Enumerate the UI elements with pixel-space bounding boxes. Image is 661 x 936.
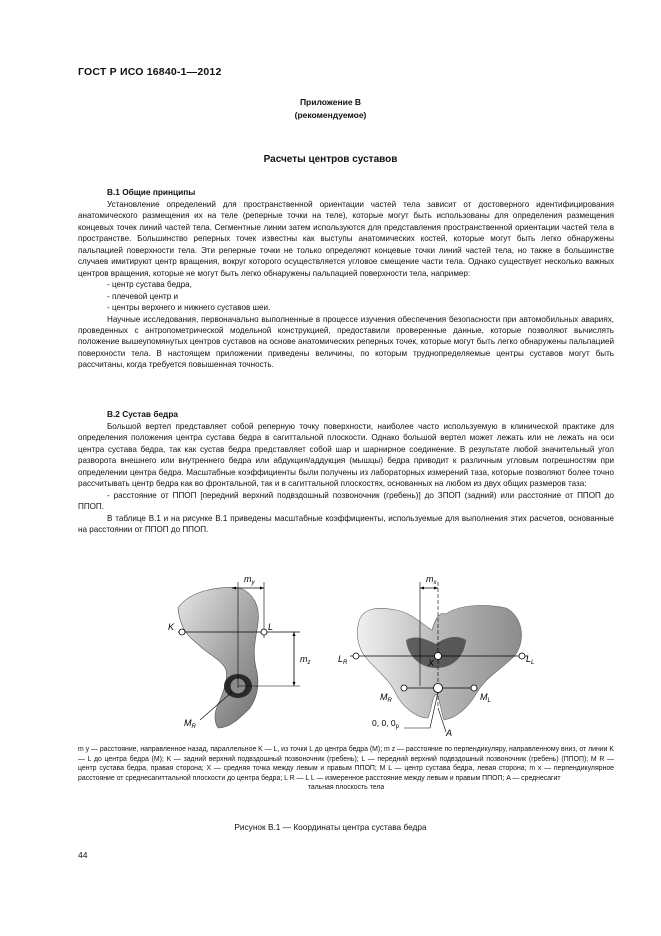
legend-text: m y — расстояние, направленное назад, параллельное K — L, из точки L до центра бедра (M); m z — расстояние по перпендикуляру, направленному вниз, от линии K — L до центра бедра (M); K — задний верхний подвздошный позвоночник (гребень); L — передний верхний подвздошный позвоночник (гребень) (ППОП); M R — центр сустава бедра, правая сторона; X — средняя точка между левым и правым ППОП; M L — центр сустава бедра, левая сторона; m x — перпендикулярное расстояние от среднесагиттальной плоскости до центра бедра; L R — L L — измеренное расстояние между левым и правым ППОП; A — среднесагит: [78, 746, 614, 782]
point-x: [435, 653, 442, 660]
page-number: 44: [78, 850, 88, 860]
main-title: Расчеты центров суставов: [263, 154, 398, 165]
pelvis-side-shape: [178, 588, 258, 728]
document-header: ГОСТ Р ИСО 16840-1—2012: [78, 66, 222, 78]
label-mr: $M_R$: [380, 692, 392, 704]
section-heading-b2: В.2 Сустав бедра: [107, 409, 179, 419]
label-mx: $m_x$: [426, 574, 437, 586]
arrow: [260, 587, 264, 590]
legend-text-last: тальная плоскость тела: [307, 784, 385, 792]
label-l: L: [268, 622, 274, 632]
section-body-b1: [78, 199, 614, 371]
point-mr: [401, 685, 407, 691]
label-lr: $L_R$: [338, 654, 348, 666]
figure-title: Рисунок В.1 — Координаты центра сустава бедра: [234, 822, 427, 832]
arrow: [293, 632, 296, 636]
appendix-title: Приложение В: [299, 97, 362, 107]
label-ml: $M_L$: [480, 692, 491, 704]
point-lr: [353, 653, 359, 659]
list-item: - центры верхнего и нижнего суставов шеи.: [107, 303, 271, 313]
paragraph: Научные исследования, первоначально выполненные в процессе изучения обеспечения безопасности при автомобильных авариях, проведенных с антропометрической модельной конструкцией, предоставили проверенные данные, которые позволяют вычислять положение вышеупомянутых центров суставов на основе анатомических реперных точек, которые могут быть легко обнаружены пальпацией поверхности тела. В настоящем приложении приведены величины, по которым труднопределяемые центры суставов могут быть рассчитаны, когда требуется повышенная точность.: [78, 314, 614, 370]
paragraph: - расстояние от ППОП [передний верхний подвздошный позвоночник (гребень)] до ЗПОП (задний) или расстояние от ППОП до ППОП.: [78, 490, 614, 512]
point-k: [179, 629, 185, 635]
label-origin: 0, 0, $0_p$: [372, 718, 399, 730]
point-ml: [471, 685, 477, 691]
appendix-subtitle: (рекомендуемое): [294, 110, 367, 120]
arrow: [434, 587, 438, 590]
label-a: A: [446, 728, 453, 738]
point-ll: [519, 653, 525, 659]
label-mz: $m_z$: [300, 654, 311, 666]
point-center: [434, 684, 443, 693]
label-k: K: [168, 622, 175, 632]
list-item: - центр сустава бедра,: [107, 280, 192, 290]
figure-sagittal-view: [160, 568, 320, 738]
label-x: X: [428, 658, 435, 668]
list-item: - плечевой центр и: [107, 291, 178, 301]
label-mr: $M_R$: [184, 718, 196, 730]
paragraph: Установление определений для пространственной ориентации частей тела зависит от достоверного идентифицирования анатомического размещения их на теле (реперные точки на теле), которые могут быть использованы для определения размещения концевых точек линий частей тела. Сегментные линии затем используются для представления пространственной ориентации частей тела в пространстве. Большинство реперных точек известны как выступы анатомических костей, которые могут быть легко обнаружены пальпацией поверхности тела. Эти реперные точки не только определяют концевые точки линий частей тела, но также в большинстве случаев имитируют центр вращения, вокруг которого осуществляется угловое смещение части тела. Однако существует несколько важных центров вращения, которые не могут быть легко обнаружены пальпацией поверхности тела, например:: [78, 200, 614, 278]
paragraph: В таблице В.1 и на рисунке В.1 приведены масштабные коэффициенты, используемые для выполнения этих расчетов, основанные на расстоянии от ППОП до ППОП.: [78, 513, 614, 535]
label-my: $m_y$: [244, 574, 255, 586]
paragraph: Большой вертел представляет собой реперную точку поверхности, наиболее часто используемую в клинической практике для определения положения центра сустава бедра в сагиттальной плоскости. Однако большой вертел может лежать или не лежать на оси центра сустава бедра, так как сустав бедра представляет собой шар и шарнирное соединение. В результате любой значительный угол разворота внешнего или внутреннего бедра или абдукция/аддукция (мышцы) бедра приводит к различным угловым погрешностям при определении центра бедра. Масштабные коэффициенты были получены из лабораторных измерений таза, которые позволяют более точно рассчитывать центр бедра как во фронтальной, так и в сагиттальной плоскостях, основанных на любом из двух общих размеров таза:: [78, 422, 614, 489]
label-ll: $L_L$: [526, 654, 535, 666]
point-l: [261, 629, 267, 635]
arrow: [293, 682, 296, 686]
figure-legend: [78, 745, 614, 793]
figure-frontal-view: [336, 568, 536, 738]
arrow: [420, 587, 424, 590]
section-body-b2: [78, 421, 614, 536]
section-heading-b1: В.1 Общие принципы: [107, 187, 196, 197]
